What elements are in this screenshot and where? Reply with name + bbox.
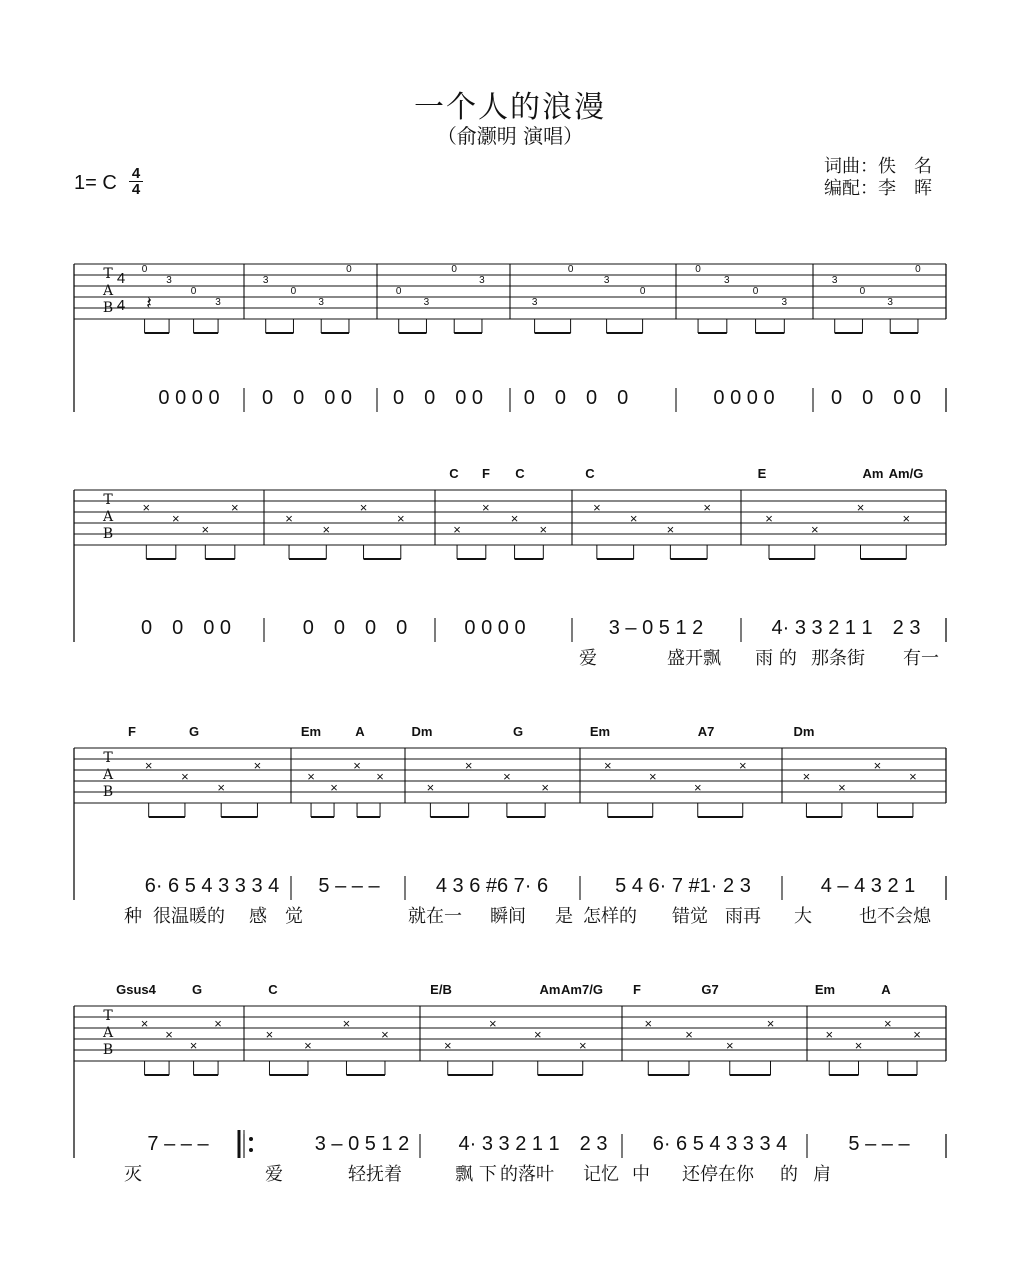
lyric-text: 那条街 <box>811 648 865 669</box>
chord-name: F <box>482 466 490 481</box>
fret-x-mark: × <box>396 511 405 526</box>
jianpu-measure: 0 0 0 0 <box>261 387 353 409</box>
fret-x-mark: × <box>214 1016 222 1031</box>
tab-clef-letter: T <box>103 266 113 282</box>
jianpu-measure: 7 – – – <box>147 1133 209 1155</box>
jianpu-measure: 5 – – – <box>318 875 380 897</box>
fret-x-mark: × <box>738 758 747 773</box>
fret-x-mark: × <box>856 500 865 515</box>
fret-x-mark: × <box>533 1027 542 1042</box>
chord-name: E/B <box>430 982 452 997</box>
jianpu-measure: 4 – 4 3 2 1 <box>820 875 916 897</box>
fret-x-mark: × <box>810 522 819 537</box>
lyric-text: 爱 <box>579 648 597 669</box>
jianpu-measure: 0 0 0 0 <box>392 387 484 409</box>
chord-name: A <box>355 724 365 739</box>
fret-x-mark: × <box>510 511 519 526</box>
tab-timesig-top: 4 <box>116 270 126 287</box>
tab-clef-letter: T <box>103 492 113 508</box>
fret-x-mark: × <box>578 1038 587 1053</box>
lyric-text: 中 <box>632 1164 650 1185</box>
lyric-text: 飘 下 <box>455 1164 497 1185</box>
fret-x-mark: × <box>503 769 511 784</box>
lyric-text: 灭 <box>124 1164 142 1185</box>
fret-x-mark: × <box>304 1038 312 1053</box>
fret-x-mark: × <box>217 780 225 795</box>
chord-name: G7 <box>701 982 719 997</box>
chord-name: F <box>633 982 641 997</box>
repeat-dot <box>249 1148 253 1152</box>
fret-x-mark: × <box>285 511 293 526</box>
lyric-text: 错觉 <box>672 906 708 927</box>
chord-name: C <box>268 982 278 997</box>
jianpu-measure: 6· 6 5 4 3 3 3 4 <box>144 875 280 897</box>
chord-name: E <box>757 466 767 481</box>
fret-number: 0 <box>190 286 197 297</box>
fret-x-mark: × <box>703 500 711 515</box>
fret-x-mark: × <box>443 1038 452 1053</box>
lyric-text: 轻抚着 <box>348 1164 402 1185</box>
lyric-text: 大 <box>794 906 812 927</box>
tab-clef-letter: A <box>102 1025 114 1041</box>
fret-number: 0 <box>639 286 646 297</box>
jianpu-measure: 0 0 0 0 <box>713 387 775 409</box>
credit-lyrics-music: 词曲：佚 名 <box>824 156 932 177</box>
fret-x-mark: × <box>165 1027 173 1042</box>
fret-number: 0 <box>451 264 457 275</box>
fret-x-mark: × <box>802 769 811 784</box>
chord-name: G <box>512 724 524 739</box>
fret-x-mark: × <box>172 511 180 526</box>
lyric-text: 有一 <box>903 648 939 669</box>
lyric-text: 就在一 <box>408 906 462 927</box>
fret-x-mark: × <box>453 522 461 537</box>
tab-clef-letter: B <box>102 526 114 542</box>
chord-name: G <box>188 724 200 739</box>
fret-x-mark: × <box>913 1027 921 1042</box>
fret-x-mark: × <box>307 769 315 784</box>
jianpu-measure: 6· 6 5 4 3 3 3 4 <box>652 1133 788 1155</box>
jianpu-measure: 0 0 0 0 <box>464 617 526 639</box>
lyric-text: 记忆 <box>583 1164 619 1185</box>
jianpu-measure: 3 – 0 5 1 2 <box>314 1133 410 1155</box>
lyric-text: 雨 的 <box>755 648 797 669</box>
chord-name: F <box>128 724 136 739</box>
repeat-dot <box>249 1137 253 1141</box>
lyric-text: 爱 <box>265 1164 283 1185</box>
tab-clef-letter: A <box>102 283 114 299</box>
jianpu-measure: 0 0 0 0 <box>523 387 629 409</box>
fret-number: 0 <box>859 286 866 297</box>
lyric-text: 的 <box>780 1164 798 1185</box>
fret-number: 0 <box>290 286 297 297</box>
chord-name: C <box>585 466 595 481</box>
fret-x-mark: × <box>825 1027 834 1042</box>
lyric-text: 肩 <box>813 1164 831 1185</box>
jianpu-measure: 0 0 0 0 <box>158 387 220 409</box>
fret-x-mark: × <box>376 769 384 784</box>
fret-number: 3 <box>215 297 221 308</box>
tab-clef-letter: B <box>102 784 114 800</box>
lyric-text: 怎样的 <box>583 906 637 927</box>
tab-clef-letter: A <box>102 509 114 525</box>
chord-name: Em <box>814 982 836 997</box>
fret-x-mark: × <box>644 1016 653 1031</box>
chord-name: Em <box>300 724 322 739</box>
fret-x-mark: × <box>253 758 262 773</box>
tab-clef-letter: A <box>102 767 114 783</box>
fret-x-mark: × <box>685 1027 693 1042</box>
jianpu-measure: 4· 3 3 2 1 1 2 3 <box>771 617 921 639</box>
jianpu-measure: 4· 3 3 2 1 1 2 3 <box>458 1133 608 1155</box>
fret-number: 0 <box>141 264 148 275</box>
jianpu-measure: 5 – – – <box>848 1133 910 1155</box>
chord-name: Dm <box>793 724 815 739</box>
lyric-text: 很温暖的 <box>153 906 225 927</box>
fret-number: 0 <box>346 264 352 275</box>
quarter-rest-symbol: 𝄽 <box>146 293 152 313</box>
fret-x-mark: × <box>883 1016 892 1031</box>
fret-x-mark: × <box>765 511 773 526</box>
tab-timesig-bottom: 4 <box>116 297 126 314</box>
fret-number: 3 <box>423 297 430 308</box>
fret-x-mark: × <box>541 780 549 795</box>
fret-number: 3 <box>166 275 172 286</box>
jianpu-measure: 0 0 0 0 <box>830 387 922 409</box>
fret-x-mark: × <box>353 758 361 773</box>
fret-number: 0 <box>567 264 574 275</box>
chord-name: Am/G <box>888 466 924 481</box>
fret-x-mark: × <box>648 769 657 784</box>
fret-number: 0 <box>395 286 402 297</box>
fret-x-mark: × <box>140 1016 149 1031</box>
jianpu-measure: 4 3 6 #6 7· 6 <box>435 875 549 897</box>
fret-x-mark: × <box>603 758 612 773</box>
lyric-text: 雨再 <box>725 906 761 927</box>
fret-x-mark: × <box>189 1038 198 1053</box>
fret-x-mark: × <box>482 500 490 515</box>
fret-x-mark: × <box>725 1038 734 1053</box>
fret-x-mark: × <box>766 1016 775 1031</box>
fret-x-mark: × <box>426 780 435 795</box>
chord-name: G <box>191 982 203 997</box>
lyric-text: 也不会熄 <box>859 906 931 927</box>
fret-x-mark: × <box>539 522 548 537</box>
fret-x-mark: × <box>854 1038 863 1053</box>
jianpu-measure: 0 0 0 0 <box>302 617 408 639</box>
fret-x-mark: × <box>330 780 338 795</box>
fret-number: 3 <box>887 297 893 308</box>
fret-x-mark: × <box>181 769 189 784</box>
fret-number: 0 <box>752 286 759 297</box>
fret-x-mark: × <box>873 758 882 773</box>
chord-name: Gsus4 <box>116 982 156 997</box>
fret-x-mark: × <box>902 511 911 526</box>
tab-clef-letter: B <box>102 300 114 316</box>
lyric-text: 种 <box>124 906 142 927</box>
lyric-text: 的落叶 <box>500 1164 554 1185</box>
fret-x-mark: × <box>629 511 638 526</box>
tab-clef-letter: B <box>102 1042 114 1058</box>
key-signature: 1= C <box>74 172 117 194</box>
fret-number: 3 <box>724 275 730 286</box>
fret-number: 3 <box>781 297 788 308</box>
fret-number: 3 <box>318 297 324 308</box>
fret-x-mark: × <box>144 758 153 773</box>
lyric-text: 瞬间 <box>490 906 526 927</box>
fret-number: 3 <box>479 275 485 286</box>
fret-x-mark: × <box>693 780 702 795</box>
lyric-text: 感 觉 <box>249 906 303 927</box>
tab-clef-letter: T <box>103 1008 113 1024</box>
lyric-text: 是 <box>555 906 573 927</box>
song-title: 一个人的浪漫 <box>414 90 606 125</box>
time-signature-top: 4 <box>131 165 141 182</box>
lyric-text: 盛开飘 <box>667 648 721 669</box>
chord-name: Am <box>539 982 561 997</box>
fret-number: 3 <box>531 297 538 308</box>
fret-x-mark: × <box>322 522 331 537</box>
fret-x-mark: × <box>201 522 210 537</box>
fret-x-mark: × <box>342 1016 351 1031</box>
fret-x-mark: × <box>231 500 239 515</box>
jianpu-measure: 3 – 0 5 1 2 <box>608 617 704 639</box>
fret-x-mark: × <box>142 500 151 515</box>
fret-x-mark: × <box>838 780 846 795</box>
fret-number: 0 <box>915 264 921 275</box>
chord-name: Am <box>862 466 884 481</box>
fret-x-mark: × <box>359 500 368 515</box>
fret-number: 3 <box>831 275 838 286</box>
chord-name: C <box>449 466 459 481</box>
credit-arranger: 编配：李 晖 <box>824 178 932 199</box>
chord-name: Am7/G <box>561 982 603 997</box>
chord-name: Dm <box>411 724 433 739</box>
fret-x-mark: × <box>666 522 675 537</box>
fret-x-mark: × <box>464 758 473 773</box>
fret-number: 3 <box>603 275 610 286</box>
chord-name: Em <box>589 724 611 739</box>
song-subtitle: （俞灏明 演唱） <box>436 124 584 148</box>
fret-x-mark: × <box>488 1016 497 1031</box>
fret-x-mark: × <box>381 1027 389 1042</box>
fret-number: 0 <box>695 264 701 275</box>
time-signature-bottom: 4 <box>131 181 141 198</box>
lyric-text: 还停在你 <box>682 1164 754 1185</box>
fret-x-mark: × <box>593 500 601 515</box>
fret-number: 3 <box>262 275 269 286</box>
fret-x-mark: × <box>909 769 917 784</box>
chord-name: C <box>515 466 525 481</box>
chord-name: A <box>881 982 891 997</box>
fret-x-mark: × <box>265 1027 274 1042</box>
tab-clef-letter: T <box>103 750 113 766</box>
jianpu-measure: 5 4 6· 7 #1· 2 3 <box>615 875 751 897</box>
chord-name: A7 <box>697 724 715 739</box>
jianpu-measure: 0 0 0 0 <box>140 617 232 639</box>
